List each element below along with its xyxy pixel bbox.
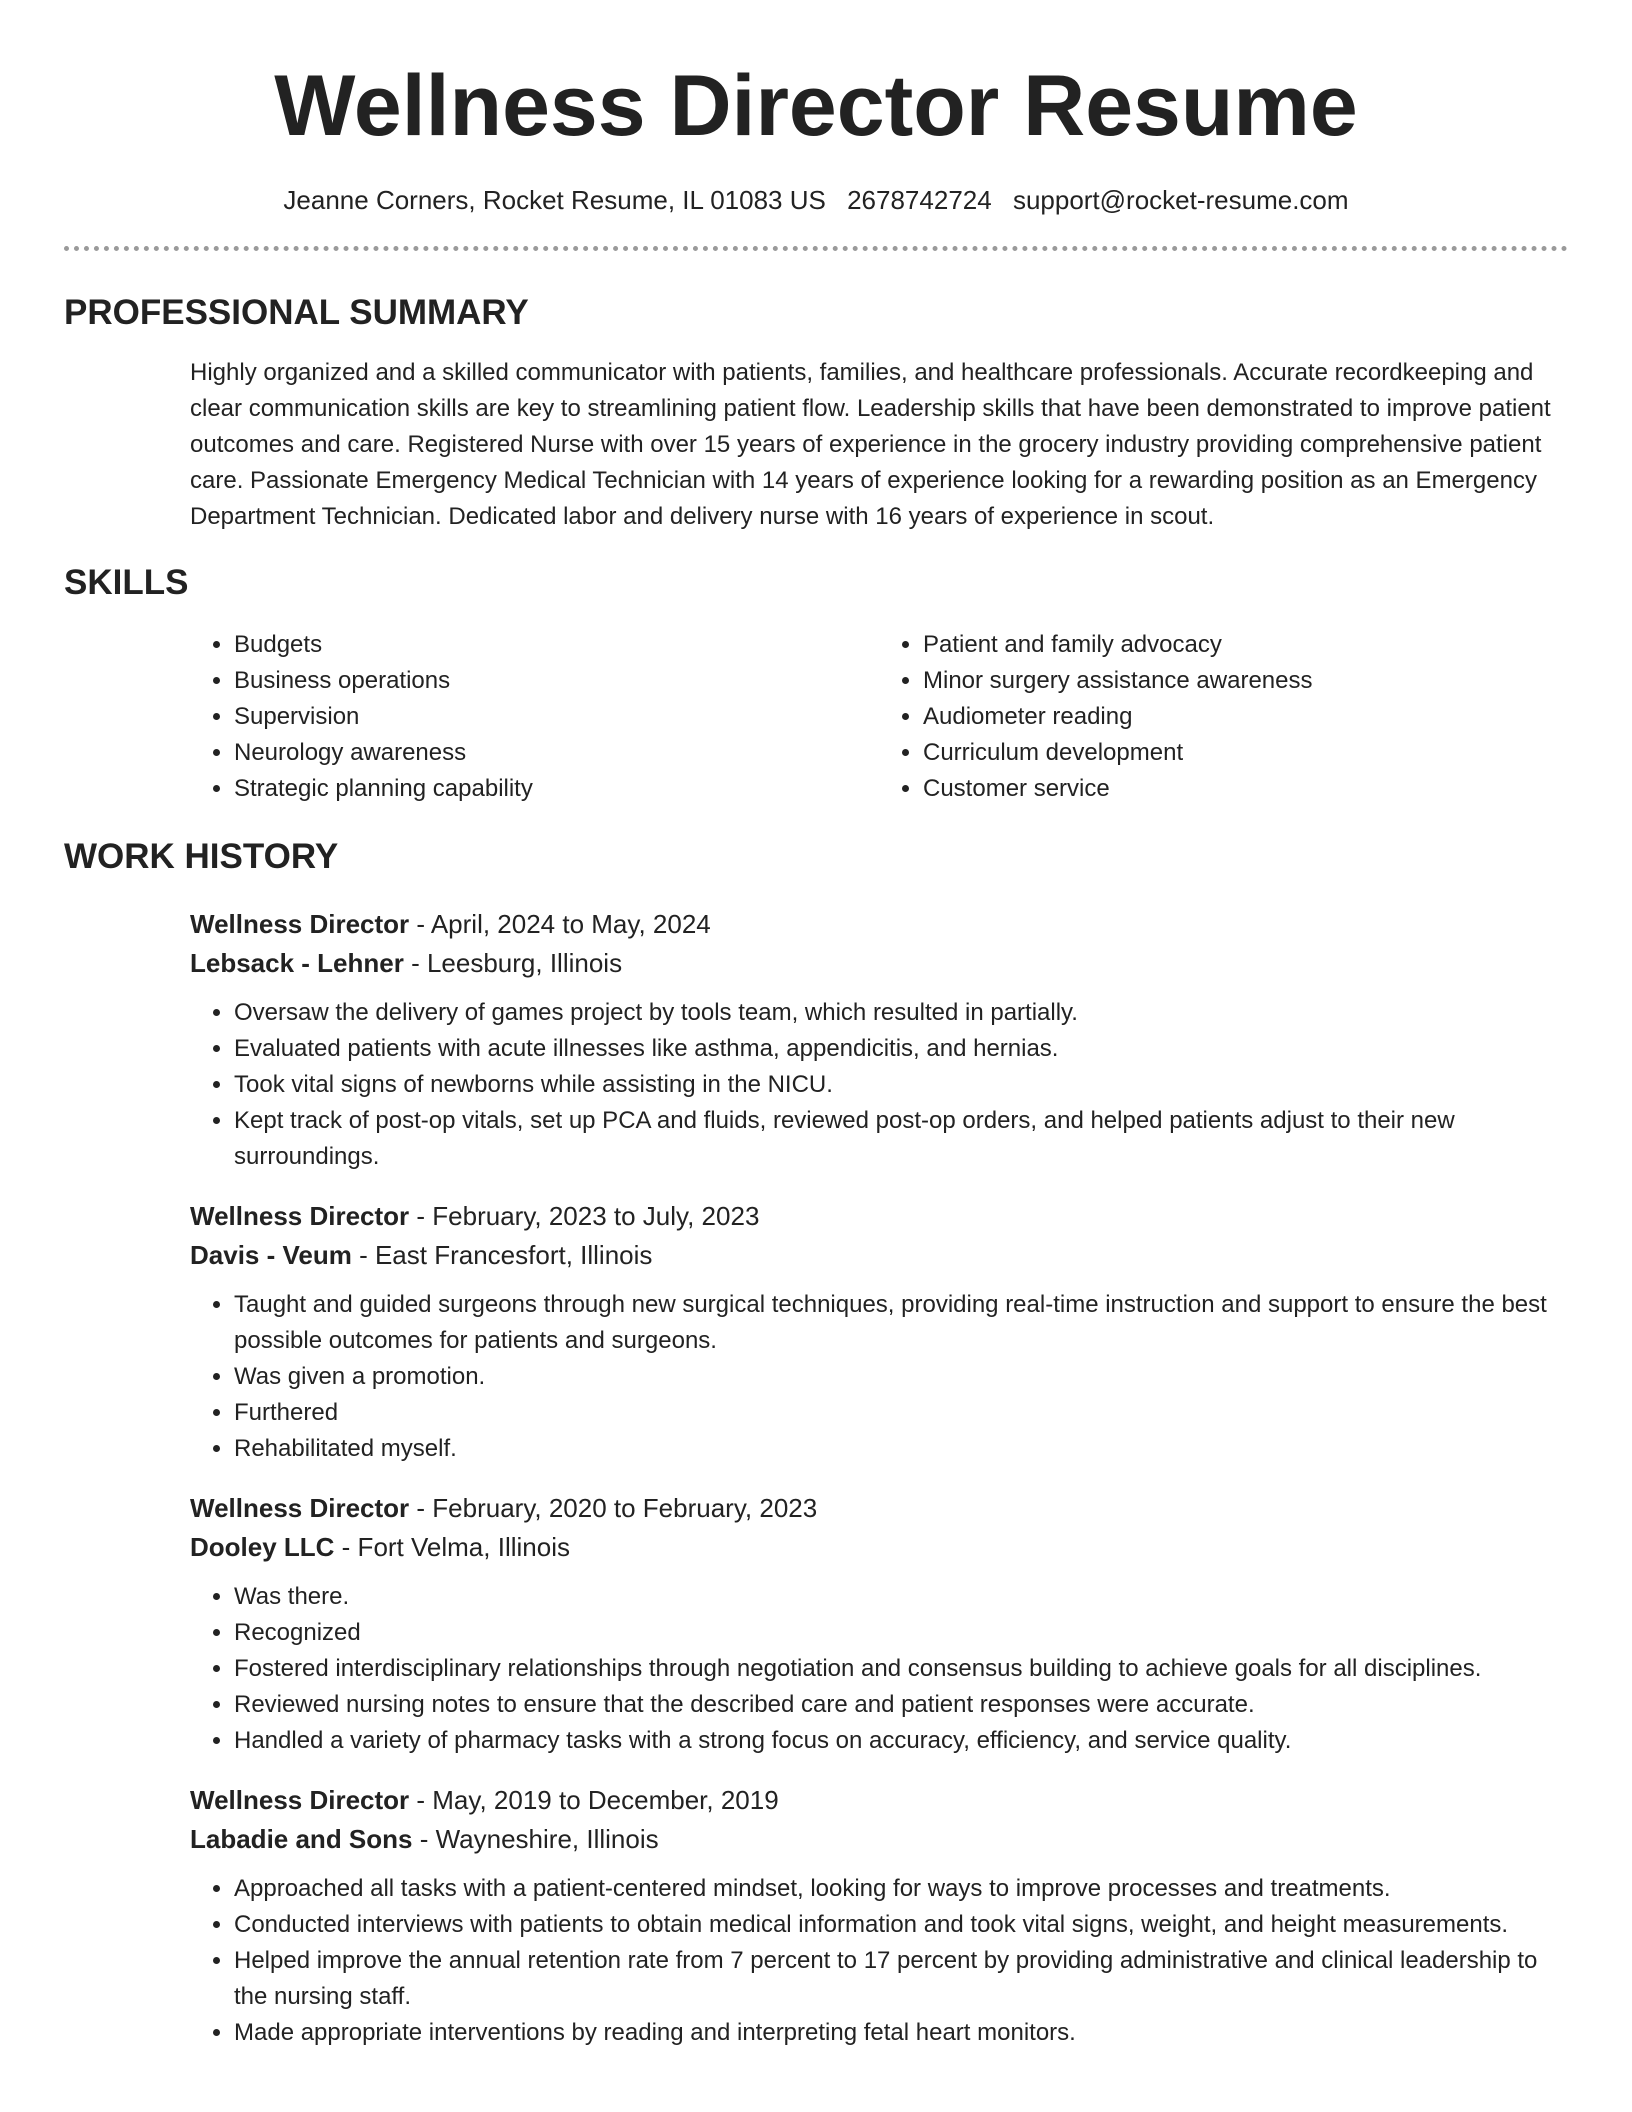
skills-heading: SKILLS (64, 563, 189, 602)
job-entry (190, 905, 1568, 1175)
contact-email: support@rocket-resume.com (1012, 185, 1349, 215)
skill-item: • Strategic planning capability (234, 771, 879, 807)
summary-text: Highly organized and a skilled communicator with patients, families, and healthcare professionals. Accurate recordkeeping and clear communication skills are key to streamlining patient flow. Leadership skills that have been demonstrated to improve patient outcomes and care. Registered Nurse with over 15 years of experience in the grocery industry providing comprehensive patient care. Passionate Emergency Medical Technician with 14 years of experience looking for a rewarding position as an Emergency Department Technician. Dedicated labor and delivery nurse with 16 years of experience in scout. (190, 359, 1551, 530)
job-bullet: • Made appropriate interventions by reading and interpreting fetal heart monitors. (234, 2015, 1568, 2051)
job-bullet: • Recognized (234, 1615, 1568, 1651)
header-divider (64, 246, 1568, 251)
job-location: - Fort Velma, Illinois (334, 1532, 570, 1562)
work-history-section (64, 835, 1568, 2051)
job-title: Wellness Director (190, 1785, 410, 1815)
skill-item: • Business operations (234, 663, 879, 699)
job-bullets (190, 1579, 1568, 1759)
job-bullets (190, 1871, 1568, 2051)
page-title: Wellness Director Resume (274, 58, 1358, 154)
skill-item: • Neurology awareness (234, 735, 879, 771)
job-title-line (190, 1197, 1568, 1236)
job-title-line (190, 1781, 1568, 1820)
job-company: Lebsack - Lehner (190, 948, 404, 978)
job-bullet: • Kept track of post-op vitals, set up PCA and fluids, reviewed post-op orders, and helped patients adjust to their new surroundings. (234, 1103, 1568, 1175)
jobs-list (190, 905, 1568, 2051)
skill-item: • Minor surgery assistance awareness (923, 663, 1568, 699)
job-bullets (190, 1287, 1568, 1467)
contact-phone: 2678742724 (847, 185, 992, 215)
job-dates: - February, 2020 to February, 2023 (409, 1493, 818, 1523)
job-company: Davis - Veum (190, 1240, 352, 1270)
skill-item: • Budgets (234, 627, 879, 663)
job-bullet: • Handled a variety of pharmacy tasks with a strong focus on accuracy, efficiency, and service quality. (234, 1723, 1568, 1759)
job-location: - Wayneshire, Illinois (412, 1824, 659, 1854)
job-bullet: • Took vital signs of newborns while assisting in the NICU. (234, 1067, 1568, 1103)
job-bullet: • Conducted interviews with patients to obtain medical information and took vital signs, weight, and height measurements. (234, 1907, 1568, 1943)
job-company: Dooley LLC (190, 1532, 335, 1562)
job-entry (190, 1781, 1568, 2051)
job-entry (190, 1489, 1568, 1759)
skills-list-right (879, 627, 1568, 807)
skill-item: • Patient and family advocacy (923, 627, 1568, 663)
job-title: Wellness Director (190, 909, 410, 939)
job-company-line (190, 1820, 1568, 1859)
summary-section (64, 291, 1568, 535)
job-title-line (190, 905, 1568, 944)
skill-item: • Customer service (923, 771, 1568, 807)
job-company-line (190, 1528, 1568, 1567)
contact-address: Jeanne Corners, Rocket Resume, IL 01083 US (283, 185, 826, 215)
contact-line (64, 182, 1568, 218)
job-bullet: • Reviewed nursing notes to ensure that the described care and patient responses were accurate. (234, 1687, 1568, 1723)
skills-columns (190, 627, 1568, 807)
job-company-line (190, 944, 1568, 983)
job-location: - East Francesfort, Illinois (351, 1240, 653, 1270)
skill-item: • Curriculum development (923, 735, 1568, 771)
job-title: Wellness Director (190, 1493, 410, 1523)
skills-section (64, 561, 1568, 807)
job-bullet: • Helped improve the annual retention rate from 7 percent to 17 percent by providing administrative and clinical leadership to the nursing staff. (234, 1943, 1568, 2015)
job-bullet: • Fostered interdisciplinary relationships through negotiation and consensus building to achieve goals for all disciplines. (234, 1651, 1568, 1687)
job-entry (190, 1197, 1568, 1467)
skill-item: • Supervision (234, 699, 879, 735)
job-bullet: • Was there. (234, 1579, 1568, 1615)
job-bullet: • Evaluated patients with acute illnesses like asthma, appendicitis, and hernias. (234, 1031, 1568, 1067)
job-bullet: • Taught and guided surgeons through new surgical techniques, providing real-time instruction and support to ensure the best possible outcomes for patients and surgeons. (234, 1287, 1568, 1359)
work-heading: WORK HISTORY (64, 837, 339, 876)
job-bullets (190, 995, 1568, 1175)
job-company: Labadie and Sons (190, 1824, 413, 1854)
summary-heading: PROFESSIONAL SUMMARY (64, 293, 529, 332)
job-dates: - April, 2024 to May, 2024 (409, 909, 711, 939)
job-location: - Leesburg, Illinois (403, 948, 623, 978)
skill-item: • Audiometer reading (923, 699, 1568, 735)
job-title: Wellness Director (190, 1201, 410, 1231)
job-bullet: • Oversaw the delivery of games project by tools team, which resulted in partially. (234, 995, 1568, 1031)
job-bullet: • Was given a promotion. (234, 1359, 1568, 1395)
job-dates: - February, 2023 to July, 2023 (409, 1201, 760, 1231)
job-title-line (190, 1489, 1568, 1528)
job-company-line (190, 1236, 1568, 1275)
skills-list-left (190, 627, 879, 807)
job-bullet: • Approached all tasks with a patient-centered mindset, looking for ways to improve processes and treatments. (234, 1871, 1568, 1907)
job-bullet: • Rehabilitated myself. (234, 1431, 1568, 1467)
resume-page (64, 0, 1568, 2051)
job-bullet: • Furthered (234, 1395, 1568, 1431)
job-dates: - May, 2019 to December, 2019 (409, 1785, 779, 1815)
